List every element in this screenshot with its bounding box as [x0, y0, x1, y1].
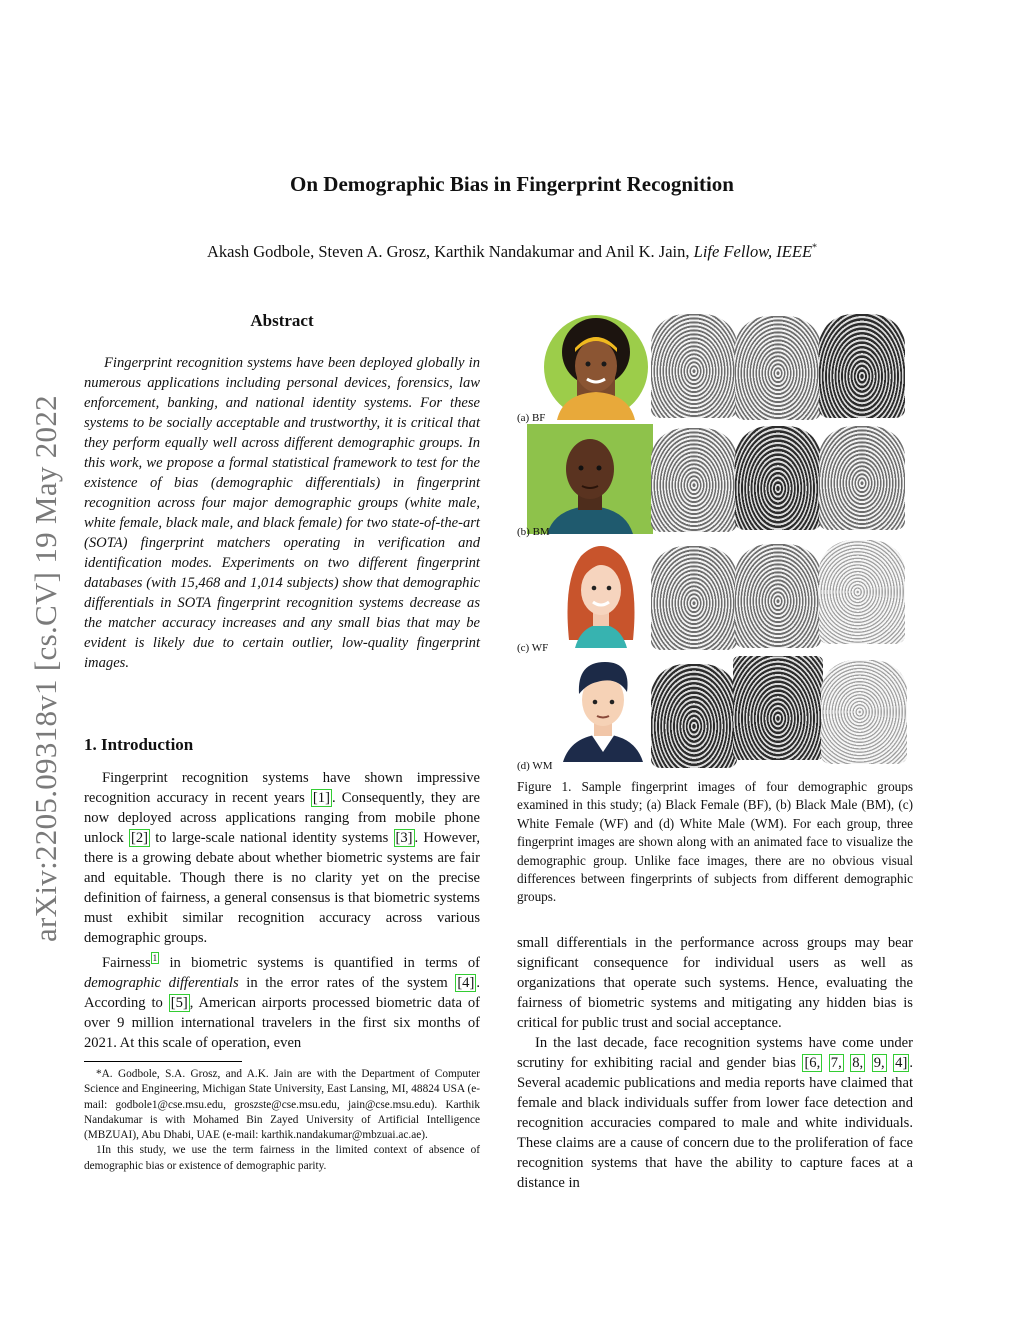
paragraph [84, 768, 480, 948]
citation-link[interactable]: 9, [873, 1055, 885, 1071]
figure-row-wm [517, 656, 913, 772]
fingerprint-image [651, 314, 737, 418]
fingerprint-image [735, 544, 821, 648]
fingerprint-image [651, 428, 737, 532]
citation-link[interactable]: [6, [804, 1055, 821, 1071]
text-run: In the last decade, face recognition systems have come under scrutiny for exhibiting racial and gender bias [517, 1035, 913, 1071]
citation-link[interactable]: [3] [395, 830, 413, 846]
figure-label: (c) WF [517, 642, 549, 654]
abstract-heading: Abstract [250, 311, 314, 330]
intro-body [84, 768, 480, 1053]
figure-caption: Figure 1. Sample fingerprint images of four demographic groups examined in this study; (a) Black Female (BF), (b) Black Male (BM), (c) White Female (WF) and (d) White Male (WM). For each group, three fingerprint images are shown along with an animated face to visualize the demographic group. Unlike face images, there are no obvious visual differences between fingerprints of subjects from different demographic groups. [517, 779, 913, 905]
citation-link[interactable]: 8, [852, 1055, 864, 1071]
section-heading: 1. Introduction [84, 735, 194, 754]
footnote-affiliation: *A. Godbole, S.A. Grosz, and A.K. Jain are with the Department of Computer Science and Engineering, Michigan State University, East Lansing, MI, 48824 USA (e-mail: godbole1@cse.msu.edu, groszste@cse.msu.edu, jain@cse.msu.edu). Karthik Nandakumar is with Mohamed Bin Zayed University of Artificial Intelligence (MBZUAI), Abu Dhabi, UAE (e-mail: karthik.nandakumar@mbzuai.ac.ae). [84, 1068, 480, 1142]
white-male-avatar-icon [557, 656, 649, 762]
fingerprint-image [651, 546, 737, 650]
citation-link[interactable]: 4] [895, 1055, 908, 1071]
citation-link[interactable]: [2] [130, 830, 148, 846]
citation-link[interactable]: [5] [170, 994, 188, 1011]
figure-label: (a) BF [517, 412, 546, 424]
author-names: Akash Godbole, Steven A. Grosz, Karthik Nandakumar and Anil K. Jain, [206, 242, 694, 261]
fingerprint-image [819, 540, 905, 644]
footnote-1: 1In this study, we use the term fairness in the limited context of absence of demographic bias or existence of demographic parity. [84, 1144, 480, 1172]
citation-link[interactable]: [1] [312, 790, 330, 806]
figure-row-bm [517, 424, 913, 536]
fingerprint-image [821, 660, 907, 764]
right-column-body [517, 933, 913, 1193]
figure-label: (d) WM [517, 760, 553, 772]
paragraph [84, 948, 480, 1053]
figure-label: (b) BM [517, 526, 550, 538]
author-fellow: Life Fellow, IEEE [693, 242, 813, 261]
black-male-avatar-icon [527, 424, 653, 534]
text-run: . According to [84, 974, 480, 1011]
text-run: , American airports processed biometric data of over 9 million international travelers in the first six months of 2021. At this scale of operation, even [84, 994, 480, 1051]
abstract-text: Fingerprint recognition systems have been deployed globally in numerous applications including personal devices, forensics, law enforcement, banking, and national identity systems. For these systems to be socially acceptable and trustworthy, it is critical that they perform equally well across different demographic groups. In this work, we propose a formal statistical framework to test for the existence of bias (demographic differentials) in fingerprint recognition across four major demographic groups (white male, white female, black male, and black female) for two state-of-the-art (SOTA) fingerprint matchers operating in verification and identification modes. Experiments on two different fingerprint databases (with 15,468 and 1,014 subjects) show that demographic differentials in SOTA fingerprint recognition systems decrease as the matcher accuracy increases and any small bias that may be evident is likely due to certain outlier, low-quality fingerprint images. [84, 355, 480, 671]
text-run: . However, there is a growing debate about whether biometric systems are fair and equitable. Though there is no clarity yet on the precise definition of fairness, a general consensus is that biometric systems must exhibit similar recognition accuracy across various demographic groups. [84, 830, 480, 946]
text-run: to large-scale national identity systems [150, 830, 394, 846]
author-list [0, 242, 1024, 262]
fingerprint-image [735, 316, 821, 420]
text-run: . Several academic publications and media reports have claimed that female and black individuals suffer from lower face detection and recognition accuracies compared to male and white individuals. These claims are a cause of concern due to the proliferation of face recognition systems that have the ability to capture faces at a distance in [517, 1055, 913, 1191]
paragraph: small differentials in the performance across groups may bear significant consequence for individual users as well as organizations that operate such systems. Hence, evaluating the fairness of biometric systems and mitigating any hidden bias is critical for public trust and social acceptance. [517, 935, 913, 1031]
black-female-avatar-icon [543, 314, 649, 420]
paragraph [517, 1033, 913, 1193]
emphasis: demographic differentials [84, 974, 239, 991]
text-run: in biometric systems is quantified in terms of [159, 954, 480, 971]
fingerprint-image [651, 664, 737, 768]
citation-link[interactable]: 7, [830, 1055, 842, 1071]
author-mark: * [812, 242, 818, 254]
footnote-rule [84, 1061, 242, 1062]
figure-row-bf [517, 312, 913, 424]
footnotes [84, 1067, 480, 1174]
fingerprint-image [735, 426, 821, 530]
white-female-avatar-icon [561, 540, 641, 648]
text-run: . Consequently, they are now deployed across applications ranging from mobile phone unlock [84, 790, 480, 846]
citation-link[interactable]: [4] [457, 974, 475, 991]
fingerprint-image [819, 314, 905, 418]
text-run: Fingerprint recognition systems have shown impressive recognition accuracy in recent years [84, 770, 480, 806]
paper-title: On Demographic Bias in Fingerprint Recognition [290, 172, 734, 196]
arxiv-stamp: arXiv:2205.09318v1 [cs.CV] 19 May 2022 [28, 395, 63, 942]
figure-1 [517, 312, 913, 774]
figure-row-wf [517, 540, 913, 652]
text-run: in the error rates of the system [238, 974, 456, 991]
fingerprint-image [733, 656, 823, 760]
text-run: Fairness [102, 954, 151, 971]
fingerprint-image [819, 426, 905, 530]
footnote-link[interactable]: 1 [152, 953, 158, 963]
